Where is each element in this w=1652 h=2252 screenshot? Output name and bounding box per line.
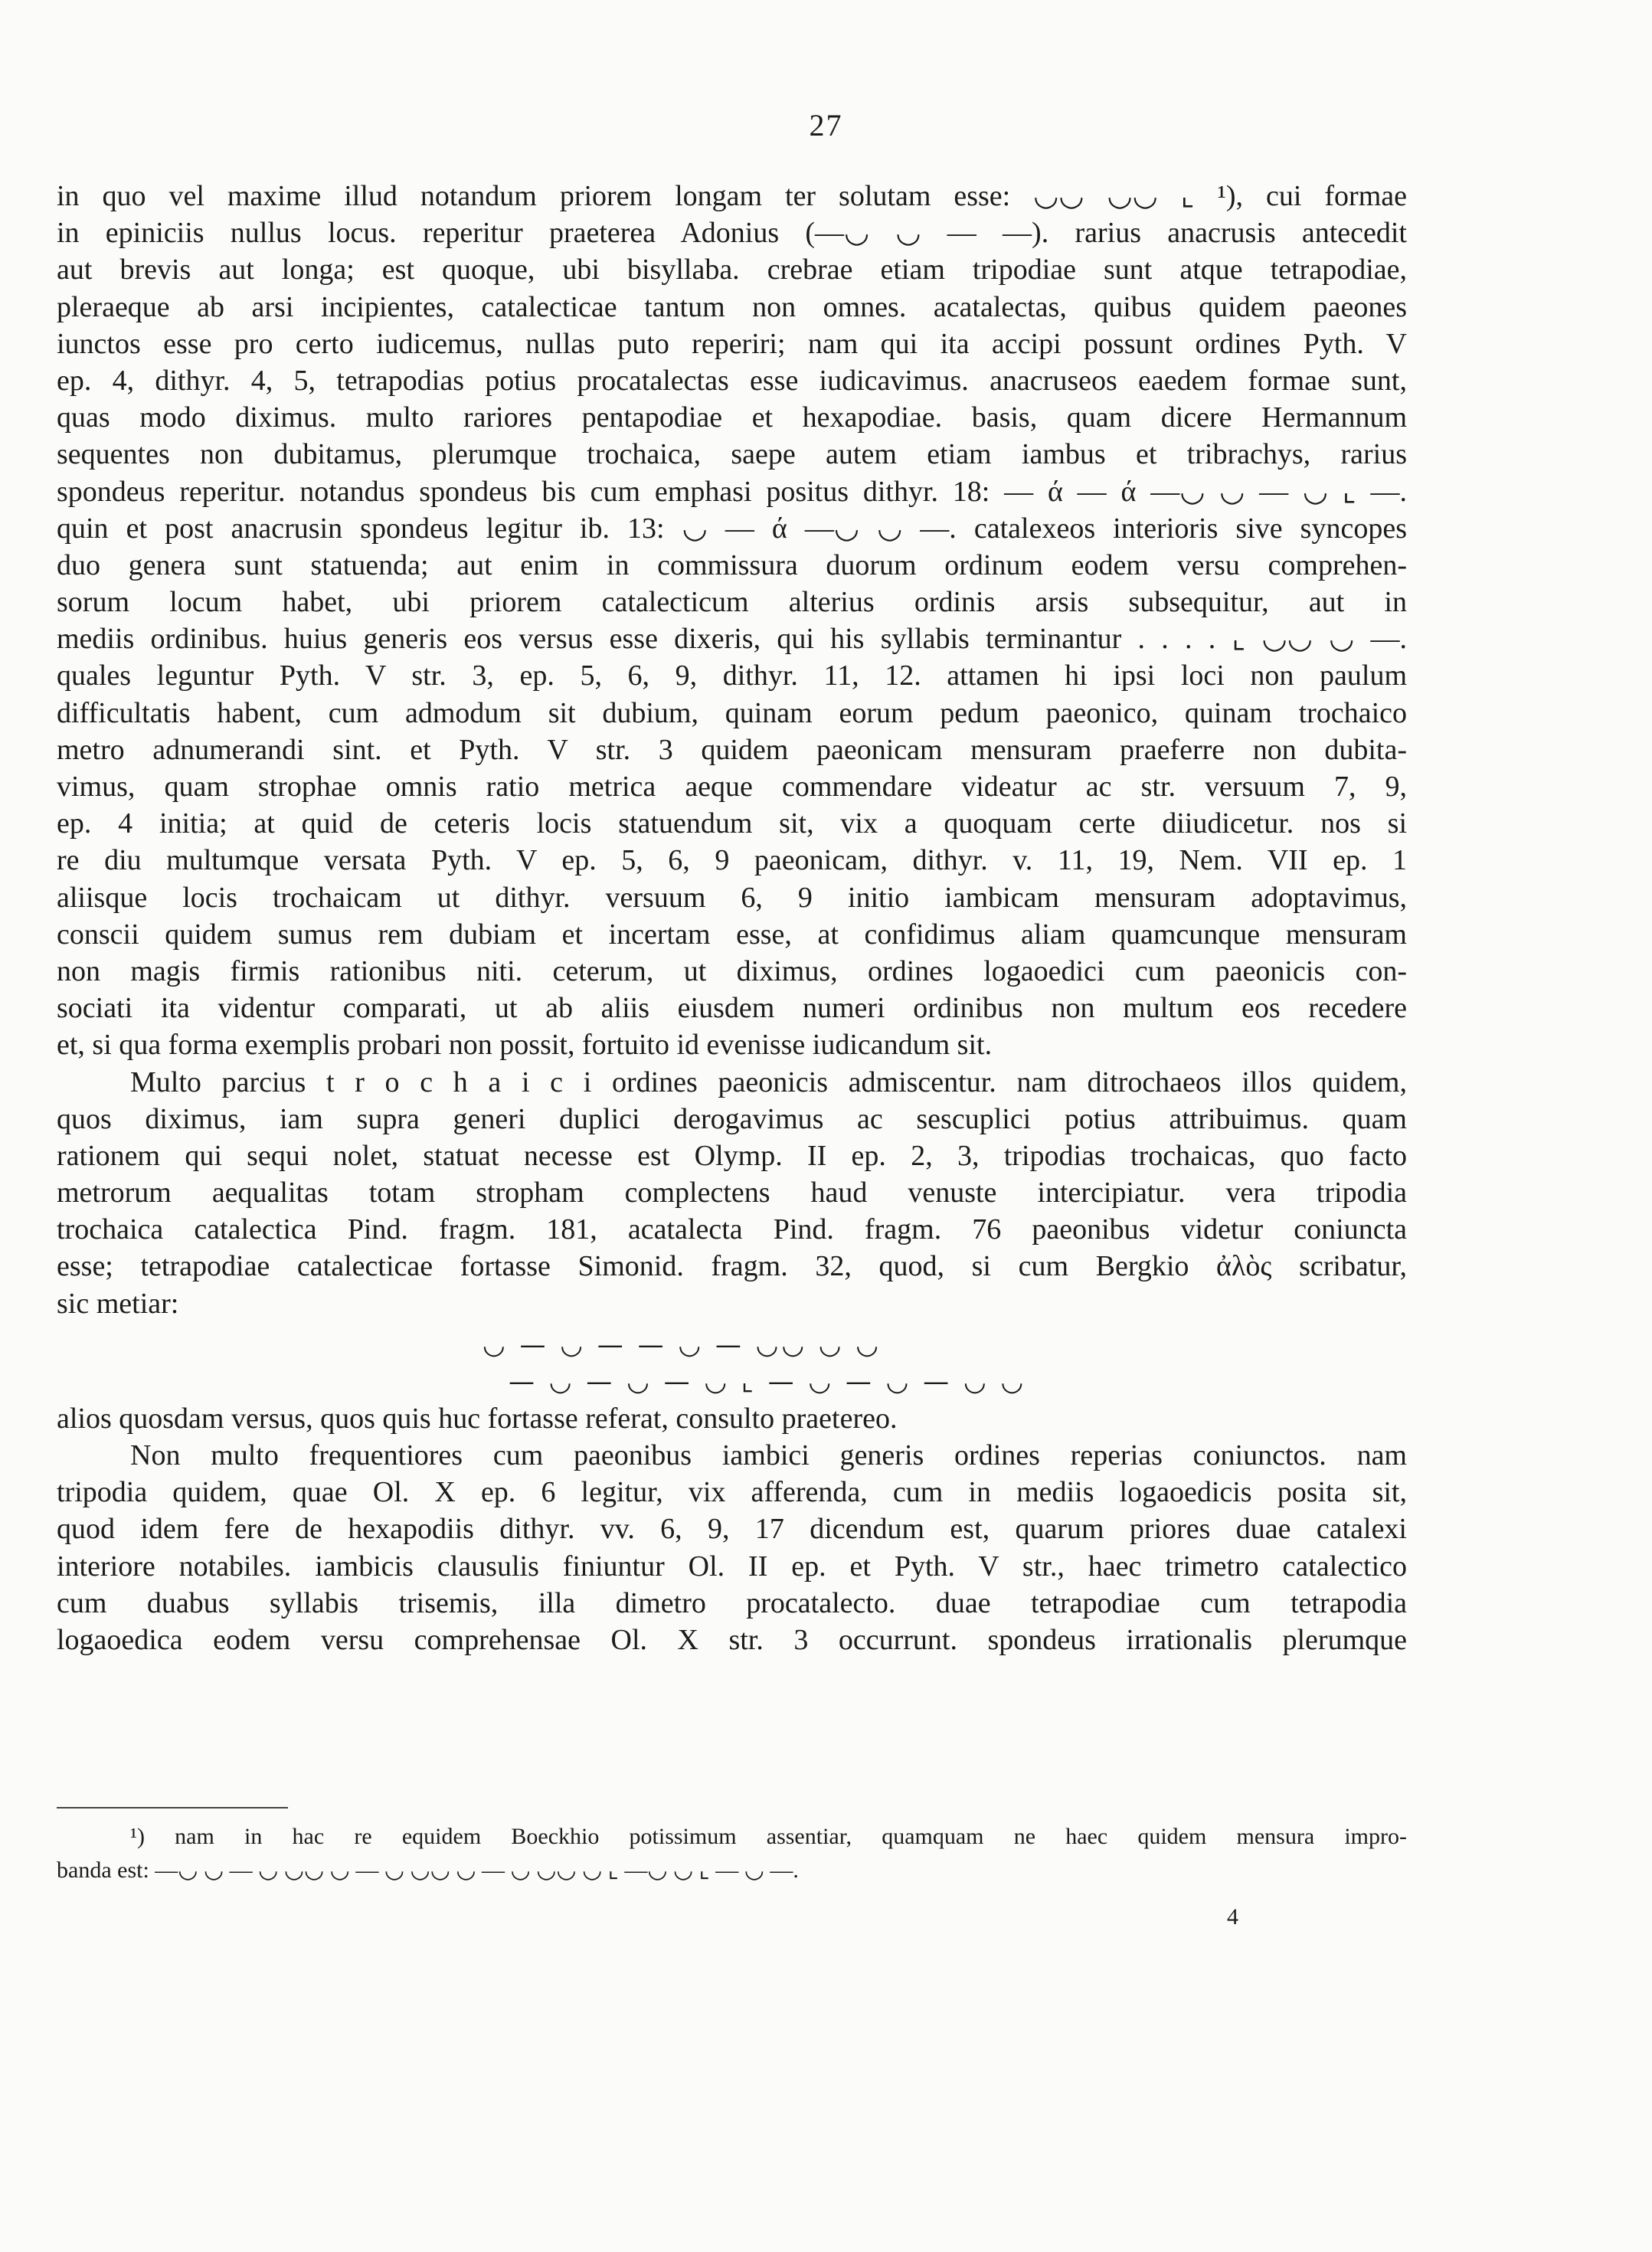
text-line: spondeus reperitur. notandus spondeus bis cum emphasi positus dithyr. 18: — ά — ά —◡ ◡ — ◡ ⌞ —.: [57, 475, 1407, 508]
signature-mark: 4: [1227, 1904, 1238, 1930]
text-line: quales leguntur Pyth. V str. 3, ep. 5, 6, 9, dithyr. 11, 12. attamen hi ipsi loci non paulum: [57, 660, 1407, 692]
text-line: conscii quidem sumus rem dubiam et incertam esse, at confidimus aliam quamcunque mensuram: [57, 918, 1407, 951]
text-line: esse; tetrapodiae catalecticae fortasse Simonid. fragm. 32, quod, si cum Bergkio ἀλὸς scribatur,: [57, 1250, 1407, 1283]
text-line: interiore notabiles. iambicis clausulis finiuntur Ol. II ep. et Pyth. V str., haec trimetro catalectico: [57, 1550, 1407, 1583]
text-line: duo genera sunt statuenda; aut enim in commissura duorum ordinum eodem versu comprehen-: [57, 548, 1407, 581]
footnote-line: banda est: —◡ ◡ — ◡ ◡◡ ◡ — ◡ ◡◡ ◡ — ◡ ◡◡ ◡ ⌞ —◡ ◡ ⌞ — ◡ —.: [57, 1858, 799, 1883]
metrical-scheme-line-2: — ◡ — ◡ — ◡ ⌞ — ◡ — ◡ — ◡ ◡: [509, 1366, 1027, 1397]
metrical-scheme-line-1: ◡ — ◡ — — ◡ — ◡◡ ◡ ◡: [483, 1329, 882, 1360]
text-line: ep. 4, dithyr. 4, 5, tetrapodias potius procatalectas esse iudicavimus. anacruseos eaedem formae sunt,: [57, 364, 1407, 397]
text-line: sociati ita videntur comparati, ut ab aliis eiusdem numeri ordinibus non multum eos recedere: [57, 992, 1407, 1025]
page-number: 27: [809, 108, 843, 142]
text-line: re diu multumque versata Pyth. V ep. 5, 6, 9 paeonicam, dithyr. v. 11, 19, Nem. VII ep. 1: [57, 844, 1407, 877]
text-line: sic metiar:: [57, 1287, 179, 1320]
text-line: alios quosdam versus, quos quis huc fortasse referat, consulto praetereo.: [57, 1402, 898, 1435]
text-line: vimus, quam strophae omnis ratio metrica aeque commendare videatur ac str. versuum 7, 9,: [57, 771, 1407, 803]
text-line: quin et post anacrusin spondeus legitur ib. 13: ◡ — ά —◡ ◡ —. catalexeos interioris sive syncopes: [57, 512, 1407, 545]
text-line: logaoedica eodem versu comprehensae Ol. X str. 3 occurrunt. spondeus irrationalis plerumque: [57, 1623, 1407, 1656]
text-block-continued: [57, 1400, 1407, 1658]
text-line: difficultatis habent, cum admodum sit dubium, quinam eorum pedum paeonico, quinam trochaico: [57, 696, 1407, 729]
text-line: mediis ordinibus. huius generis eos versus esse dixeris, qui his syllabis terminantur . . . . ⌞ ◡◡ ◡ —.: [57, 623, 1407, 656]
text-line: et, si qua forma exemplis probari non possit, fortuito id evenisse iudicandum sit.: [57, 1029, 993, 1062]
footnote-rule: [57, 1807, 288, 1808]
text-line: aut brevis aut longa; est quoque, ubi bisyllaba. crebrae etiam tripodiae sunt atque tetrapodiae,: [57, 254, 1407, 286]
text-line: in quo vel maxime illud notandum priorem longam ter solutam esse: ◡◡ ◡◡ ⌞ ¹), cui formae: [57, 180, 1407, 212]
text-line: quas modo diximus. multo rariores pentapodiae et hexapodiae. basis, quam dicere Hermannum: [57, 401, 1407, 434]
text-line: non magis firmis rationibus niti. ceterum, ut diximus, ordines logaoedici cum paeonicis con-: [57, 954, 1407, 987]
text-line: trochaica catalectica Pind. fragm. 181, acatalecta Pind. fragm. 76 paeonibus videtur coniuncta: [57, 1213, 1407, 1246]
text-line: Non multo frequentiores cum paeonibus iambici generis ordines reperias coniunctos. nam: [130, 1439, 1407, 1471]
text-line: aliisque locis trochaicam ut dithyr. versuum 6, 9 initio iambicam mensuram adoptavimus,: [57, 881, 1407, 914]
text-line: iunctos esse pro certo iudicemus, nullas puto reperiri; nam qui ita accipi possunt ordines Pyth. V: [57, 327, 1407, 360]
text-line: sorum locum habet, ubi priorem catalecticum alterius ordinis arsis subsequitur, aut in: [57, 586, 1407, 619]
text-line: sequentes non dubitamus, plerumque trochaica, saepe autem etiam iambus et tribrachys, rarius: [57, 438, 1407, 471]
text-line: Multo parcius t r o c h a i c i ordines paeonicis admiscentur. nam ditrochaeos illos quidem,: [130, 1065, 1407, 1098]
text-line: quod idem fere de hexapodiis dithyr. vv. 6, 9, 17 dicendum est, quarum priores duae catalexi: [57, 1513, 1407, 1546]
footnote-line: ¹) nam in hac re equidem Boeckhio potissimum assentiar, quamquam ne haec quidem mensura impro-: [130, 1824, 1407, 1849]
text-line: pleraeque ab arsi incipientes, catalecticae tantum non omnes. acatalectas, quibus quidem paeones: [57, 290, 1407, 323]
text-line: tripodia quidem, quae Ol. X ep. 6 legitur, vix afferenda, cum in mediis logaoedicis posita sit,: [57, 1476, 1407, 1509]
text-line: ep. 4 initia; at quid de ceteris locis statuendum sit, vix a quoquam certe diiudicetur. nos si: [57, 807, 1407, 840]
text-block-main: [57, 178, 1407, 1322]
text-line: quos diximus, iam supra generi duplici derogavimus ac sescuplici potius attribuimus. quam: [57, 1102, 1407, 1135]
body-text: [57, 178, 1407, 1658]
text-line: cum duabus syllabis trisemis, illa dimetro procatalecto. duae tetrapodiae cum tetrapodia: [57, 1586, 1407, 1619]
text-line: metrorum aequalitas totam stropham complectens haud venuste intercipiatur. vera tripodia: [57, 1177, 1407, 1209]
text-line: rationem qui sequi nolet, statuat necesse est Olymp. II ep. 2, 3, tripodias trochaicas, quo facto: [57, 1139, 1407, 1172]
footnotes: [57, 1820, 1407, 1887]
text-line: in epiniciis nullus locus. reperitur praeterea Adonius (—◡ ◡ — —). rarius anacrusis antecedit: [57, 217, 1407, 250]
text-line: metro adnumerandi sint. et Pyth. V str. 3 quidem paeonicam mensuram praeferre non dubita-: [57, 733, 1407, 766]
